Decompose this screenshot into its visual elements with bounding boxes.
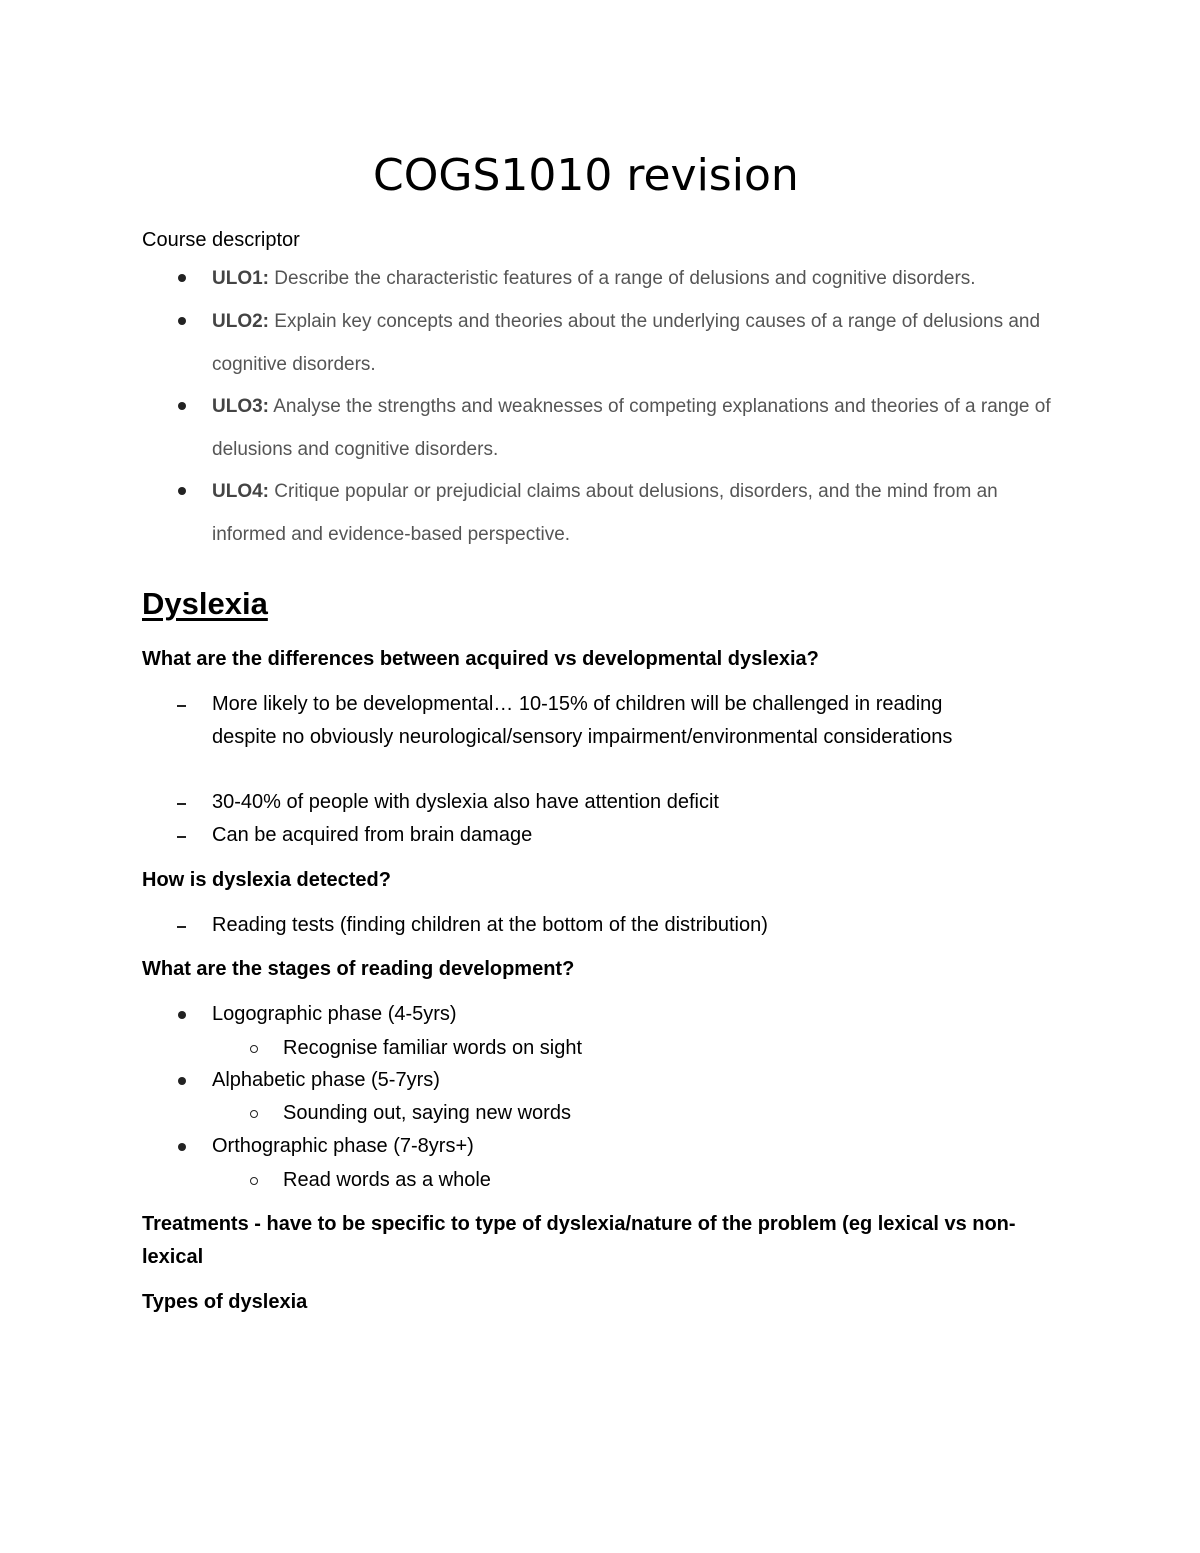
question-heading: How is dyslexia detected? bbox=[142, 869, 391, 891]
course-descriptor-label: Course descriptor bbox=[142, 229, 300, 251]
answer-item: 30-40% of people with dyslexia also have attention deficit bbox=[212, 791, 719, 813]
question-heading: What are the stages of reading development? bbox=[142, 958, 575, 980]
ulo-item bbox=[212, 470, 1072, 556]
treatments-heading: Treatments - have to be specific to type of dyslexia/nature of the problem (eg lexical vs non-lexical bbox=[142, 1213, 1016, 1268]
ulo-text: Explain key concepts and theories about the underlying causes of a range of delusions and cognitive disorders. bbox=[212, 311, 1041, 375]
stage-item: Orthographic phase (7-8yrs+) bbox=[212, 1135, 474, 1157]
circle-bullet-icon bbox=[250, 1110, 258, 1118]
dash-icon bbox=[177, 803, 186, 805]
bullet-icon bbox=[178, 317, 186, 325]
ulo-code: ULO2: bbox=[212, 311, 269, 332]
ulo-item bbox=[212, 385, 1072, 471]
ulo-code: ULO1: bbox=[212, 268, 269, 289]
section-heading-dyslexia: Dyslexia bbox=[142, 586, 268, 621]
stage-item: Alphabetic phase (5-7yrs) bbox=[212, 1069, 440, 1091]
dash-icon bbox=[177, 705, 186, 707]
bullet-icon bbox=[178, 1077, 186, 1085]
stage-item: Logographic phase (4-5yrs) bbox=[212, 1003, 457, 1025]
document-title: COGS1010 revision bbox=[373, 150, 799, 201]
dash-icon bbox=[177, 836, 186, 838]
types-heading: Types of dyslexia bbox=[142, 1291, 308, 1313]
stage-detail: Read words as a whole bbox=[283, 1169, 491, 1191]
ulo-code: ULO3: bbox=[212, 396, 269, 417]
circle-bullet-icon bbox=[250, 1177, 258, 1185]
question-heading: What are the differences between acquired vs developmental dyslexia? bbox=[142, 648, 819, 670]
answer-item: More likely to be developmental… 10-15% of children will be challenged in reading despite no obviously neurological/sensory impairment/environmental considerations bbox=[212, 693, 953, 748]
ulo-item bbox=[212, 300, 1072, 386]
bullet-icon bbox=[178, 1011, 186, 1019]
ulo-text: Analyse the strengths and weaknesses of competing explanations and theories of a range of delusions and cognitive disorders. bbox=[212, 396, 1051, 460]
bullet-icon bbox=[178, 487, 186, 495]
answer-item: Can be acquired from brain damage bbox=[212, 824, 533, 846]
ulo-text: Describe the characteristic features of a range of delusions and cognitive disorders. bbox=[274, 268, 976, 289]
ulo-text: Critique popular or prejudicial claims about delusions, disorders, and the mind from an informed and evidence-based perspective. bbox=[212, 481, 998, 545]
ulo-item bbox=[212, 257, 1072, 300]
stage-detail: Recognise familiar words on sight bbox=[283, 1037, 583, 1059]
bullet-icon bbox=[178, 402, 186, 410]
answer-item: Reading tests (finding children at the bottom of the distribution) bbox=[212, 914, 768, 936]
circle-bullet-icon bbox=[250, 1045, 258, 1053]
bullet-icon bbox=[178, 274, 186, 282]
ulo-code: ULO4: bbox=[212, 481, 269, 502]
stage-detail: Sounding out, saying new words bbox=[283, 1102, 571, 1124]
bullet-icon bbox=[178, 1143, 186, 1151]
dash-icon bbox=[177, 926, 186, 928]
